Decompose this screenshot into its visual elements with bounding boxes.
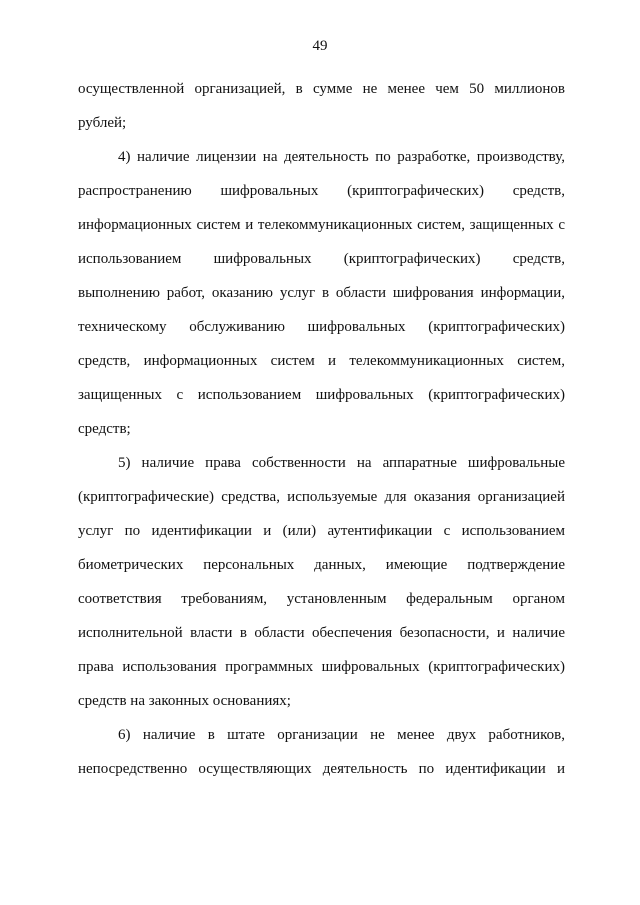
text-line: средств, информационных систем и телекоммуникационных систем, xyxy=(78,353,565,369)
text-line: соответствия требованиям, установленным федеральным органом xyxy=(78,591,565,607)
text-line: средств на законных основаниях; xyxy=(78,693,291,709)
text-line: рублей; xyxy=(78,115,127,131)
text-line: средств; xyxy=(78,421,131,437)
text-line: 6) наличие в штате организации не менее двух работников, xyxy=(118,727,565,743)
text-line: непосредственно осуществляющих деятельность по идентификации и xyxy=(78,761,565,777)
text-line: исполнительной власти в области обеспечения безопасности, и наличие xyxy=(78,625,565,641)
text-line: защищенных с использованием шифровальных (криптографических) xyxy=(78,387,565,403)
text-line: услуг по идентификации и (или) аутентификации с использованием xyxy=(78,523,565,539)
text-line: биометрических персональных данных, имеющие подтверждение xyxy=(78,557,565,573)
text-line: информационных систем и телекоммуникационных систем, защищенных с xyxy=(78,217,565,233)
text-line: использованием шифровальных (криптографических) средств, xyxy=(78,251,565,267)
text-line: права использования программных шифровальных (криптографических) xyxy=(78,659,565,675)
text-line: 4) наличие лицензии на деятельность по разработке, производству, xyxy=(118,149,565,165)
text-line: осуществленной организацией, в сумме не менее чем 50 миллионов xyxy=(78,81,565,97)
text-line: техническому обслуживанию шифровальных (криптографических) xyxy=(78,319,565,335)
page-number: 49 xyxy=(312,38,328,54)
document-body xyxy=(78,72,565,786)
text-line: 5) наличие права собственности на аппаратные шифровальные xyxy=(118,455,565,471)
text-line: (криптографические) средства, используемые для оказания организацией xyxy=(78,489,565,505)
text-line: распространению шифровальных (криптографических) средств, xyxy=(78,183,565,199)
text-line: выполнению работ, оказанию услуг в области шифрования информации, xyxy=(78,285,565,301)
